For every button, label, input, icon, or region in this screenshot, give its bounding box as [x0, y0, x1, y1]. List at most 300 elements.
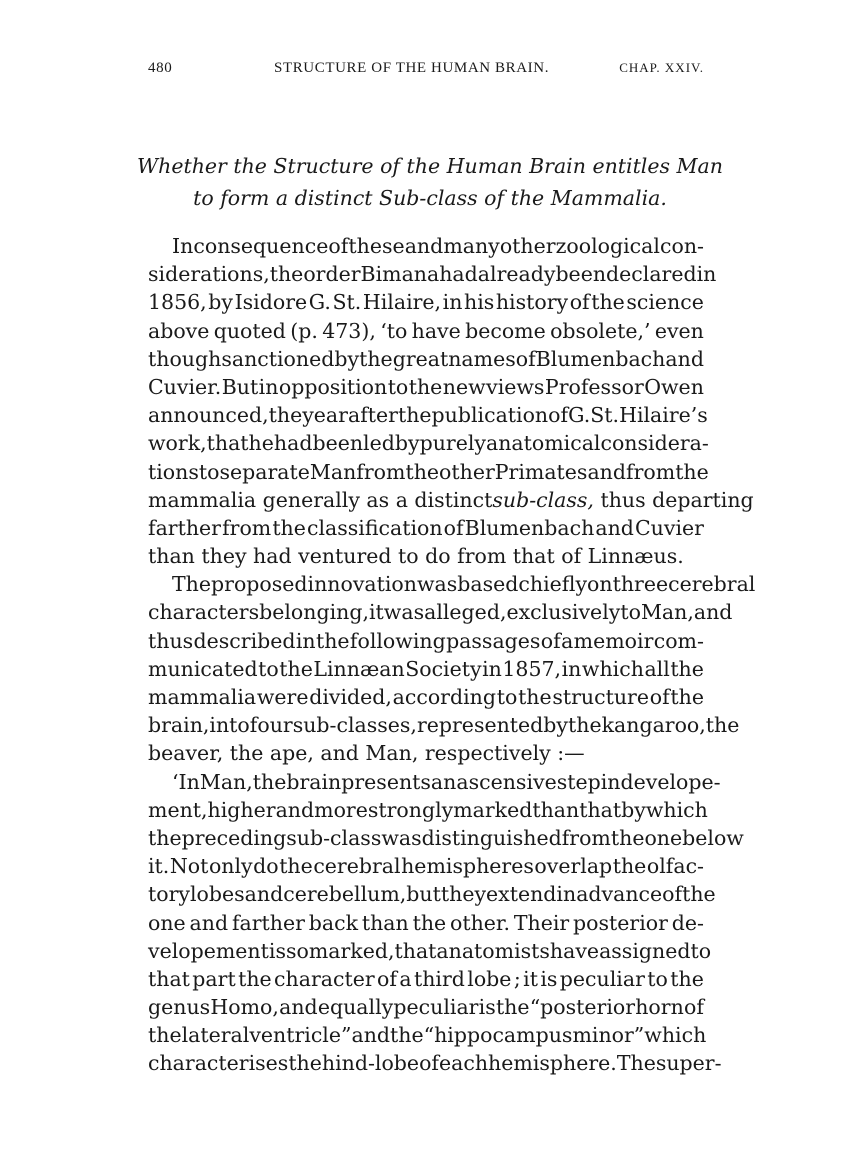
word: proposed: [211, 572, 308, 597]
word: even: [654, 318, 704, 343]
word: the: [612, 854, 647, 879]
word: all: [644, 656, 670, 681]
word: the: [315, 628, 350, 653]
text-fragment: mammalia generally as a distinct: [148, 487, 493, 512]
word: to: [198, 459, 220, 484]
word: had: [273, 431, 313, 456]
text-line: than they had ventured to do from that of Linnæus.: [148, 544, 684, 569]
word: of: [548, 403, 569, 428]
word: which: [645, 797, 708, 822]
word: Man,: [199, 769, 253, 794]
word: horn: [635, 995, 684, 1020]
word: The: [616, 1051, 656, 1076]
word: Their: [513, 910, 570, 935]
word: was: [381, 825, 422, 850]
word: the: [495, 995, 530, 1020]
word: lobes: [189, 882, 245, 907]
word: announced,: [148, 403, 269, 428]
word: Cuvier: [635, 515, 704, 540]
text-line: [148, 260, 717, 288]
word: of: [419, 1051, 439, 1076]
word: below: [682, 825, 744, 850]
word: was: [416, 572, 458, 597]
word: above: [148, 318, 210, 343]
word: four: [249, 713, 293, 738]
word: velopement: [148, 938, 269, 963]
word: Hilaire’s: [619, 403, 708, 428]
word: by: [543, 713, 569, 738]
word: of: [540, 628, 561, 653]
word: classification: [306, 515, 443, 540]
word: Hilaire,: [362, 290, 442, 315]
word: the: [269, 262, 304, 287]
word: marked: [453, 797, 533, 822]
word: lateral: [181, 1023, 250, 1048]
word: and: [275, 797, 315, 822]
word: the: [268, 403, 303, 428]
word: innovation: [307, 572, 417, 597]
word: than: [361, 910, 409, 935]
word: Blumenbach: [464, 515, 595, 540]
word: these: [348, 234, 405, 258]
word: G.: [308, 290, 331, 315]
text-line: [148, 852, 704, 880]
word: overlap: [534, 854, 613, 879]
word: Blumenbach: [535, 346, 666, 371]
text-line: [148, 288, 704, 316]
text-line: [148, 993, 704, 1021]
word: thus: [148, 628, 194, 653]
word: But: [221, 374, 259, 399]
word: mammalia: [148, 685, 257, 709]
word: minor”: [572, 1023, 645, 1048]
word: other: [439, 459, 495, 484]
word: he: [248, 431, 274, 456]
word: municated: [148, 656, 258, 681]
word: Bimana: [360, 262, 440, 287]
word: “posterior: [529, 995, 636, 1020]
word: develope-: [620, 769, 721, 794]
word: have: [549, 938, 600, 963]
word: distinguished: [421, 825, 562, 850]
word: from: [356, 459, 406, 484]
word: and: [244, 882, 284, 907]
word: the: [591, 290, 625, 315]
word: declared: [606, 262, 697, 287]
word: cerebellum,: [283, 882, 407, 907]
word: siderations,: [148, 262, 270, 287]
word: the: [279, 854, 313, 879]
text-line: [148, 965, 704, 993]
word: part: [192, 966, 236, 991]
word: one: [644, 825, 683, 850]
word: so: [285, 938, 309, 963]
text-fragment: [492, 486, 753, 514]
word: publication: [431, 403, 549, 428]
section-heading-line: Whether the Structure of the Human Brain entitles Man: [137, 154, 723, 178]
word: other.: [450, 910, 510, 935]
text-line: [148, 458, 709, 486]
word: which: [581, 656, 644, 681]
word: a: [561, 628, 574, 653]
text-line: [148, 232, 704, 260]
word: the: [670, 656, 704, 681]
word: science: [626, 290, 704, 315]
word: ment,: [148, 797, 208, 822]
word: the: [397, 403, 432, 428]
word: of: [328, 234, 349, 258]
word: memoir: [573, 628, 654, 653]
word: farther: [231, 910, 305, 935]
text-line: [148, 1049, 722, 1077]
text-line: [148, 824, 744, 852]
word: considera-: [600, 431, 709, 456]
word: exclusively: [506, 600, 621, 625]
word: is: [478, 995, 496, 1020]
word: posterior: [573, 910, 668, 935]
word: Man: [309, 459, 357, 484]
running-header: [148, 60, 704, 84]
word: is: [540, 966, 558, 991]
word: sanctioned: [221, 346, 335, 371]
word: the: [148, 1023, 182, 1048]
word: the: [682, 882, 716, 907]
word: in: [295, 628, 316, 653]
word: history: [495, 290, 569, 315]
word: from: [561, 825, 611, 850]
word: year: [302, 403, 348, 428]
word: genus: [148, 995, 211, 1020]
word: by: [621, 797, 646, 822]
word: characterises: [148, 1051, 289, 1076]
word: into: [209, 713, 250, 738]
section-heading: [130, 150, 730, 214]
word: other: [499, 234, 556, 258]
word: St.: [590, 403, 620, 428]
word: led: [363, 431, 395, 456]
word: of: [683, 995, 704, 1020]
word: and: [587, 459, 627, 484]
word: the: [705, 713, 740, 738]
text-line: [148, 768, 721, 796]
word: based: [457, 572, 519, 597]
word: the: [408, 374, 443, 399]
word: one: [148, 910, 186, 935]
word: peculiar: [393, 995, 479, 1020]
word: by: [394, 431, 420, 456]
word: and: [693, 600, 733, 625]
word: G.: [568, 403, 591, 428]
word: Owen: [644, 374, 704, 399]
word: ascensive: [456, 769, 557, 794]
word: in: [482, 656, 502, 681]
word: and: [595, 515, 634, 540]
text-line: [148, 598, 733, 626]
word: Society: [405, 656, 482, 681]
text-fragment: thus departing: [593, 487, 754, 512]
word: quoted: [213, 318, 286, 343]
word: hind-lobe: [321, 1051, 420, 1076]
word: by: [208, 290, 233, 315]
word: were: [256, 685, 309, 709]
word: the: [412, 910, 447, 935]
word: order: [303, 262, 361, 287]
word: the: [238, 966, 272, 991]
text-line: [148, 655, 704, 683]
word: each: [439, 1051, 489, 1076]
text-line: [148, 1021, 707, 1049]
word: after: [347, 403, 398, 428]
word: the: [610, 825, 645, 850]
word: structure: [552, 685, 649, 709]
word: Cuvier.: [148, 374, 222, 399]
word: ;: [513, 966, 521, 991]
word: only: [208, 854, 253, 879]
word: already: [477, 262, 556, 287]
word: brain: [286, 769, 342, 794]
word: farther: [148, 515, 221, 540]
word: hemisphere.: [488, 1051, 617, 1076]
word: marked,: [308, 938, 395, 963]
word: of: [569, 290, 590, 315]
word: the: [670, 685, 704, 709]
word: Professor: [544, 374, 644, 399]
word: back: [308, 910, 359, 935]
word: have: [411, 318, 461, 343]
word: ‘In: [172, 769, 200, 794]
text-line: [148, 683, 704, 711]
word: described: [193, 628, 296, 653]
word: the: [279, 656, 313, 681]
page-number: 480: [148, 60, 173, 76]
word: “hippocampus: [423, 1023, 573, 1048]
running-title: STRUCTURE OF THE HUMAN BRAIN.: [274, 60, 550, 76]
word: to: [690, 938, 712, 963]
word: tions: [148, 459, 199, 484]
word: three: [612, 572, 669, 597]
word: com-: [653, 628, 704, 653]
word: Isidore: [234, 290, 308, 315]
word: to: [620, 600, 641, 625]
word: from: [626, 459, 676, 484]
word: peculiar: [559, 966, 645, 991]
word: more: [314, 797, 368, 822]
word: Homo,: [210, 995, 279, 1020]
text-line: [148, 880, 716, 908]
word: was: [383, 600, 425, 625]
word: purely: [419, 431, 486, 456]
word: the: [359, 346, 393, 371]
word: the: [148, 825, 182, 850]
word: it: [523, 966, 538, 991]
word: character: [274, 966, 375, 991]
word: but: [406, 882, 441, 907]
word: in: [556, 882, 577, 907]
text-line: [148, 401, 708, 429]
text-line: [148, 345, 704, 373]
word: Linnæan: [313, 656, 405, 681]
word: ‘to: [380, 318, 408, 343]
word: belonging,: [259, 600, 369, 625]
word: it.: [148, 854, 170, 879]
word: sub-class: [286, 825, 382, 850]
word: is: [268, 938, 286, 963]
word: represented: [416, 713, 544, 738]
text-line: [148, 373, 704, 401]
word: in: [442, 290, 463, 315]
word: lobe: [467, 966, 512, 991]
word: extend: [486, 882, 557, 907]
word: higher: [207, 797, 276, 822]
word: in: [561, 656, 582, 681]
word: in: [696, 262, 717, 287]
word: presents: [341, 769, 431, 794]
word: advance: [576, 882, 663, 907]
word: of: [662, 882, 683, 907]
word: divided,: [309, 685, 392, 709]
word: following: [349, 628, 446, 653]
word: of: [377, 966, 397, 991]
body-text: [148, 232, 756, 1078]
text-line: beaver, the ape, and Man, respectively :—: [148, 741, 585, 766]
word: con-: [660, 234, 704, 258]
word: that: [579, 797, 622, 822]
text-line: [148, 909, 704, 937]
word: that: [148, 966, 190, 991]
word: 1856,: [148, 290, 207, 315]
word: (p.: [290, 318, 318, 343]
word: his: [464, 290, 495, 315]
word: the: [518, 685, 552, 709]
word: to: [258, 656, 279, 681]
word: chiefly: [518, 572, 588, 597]
word: equally: [317, 995, 394, 1020]
word: Primates: [494, 459, 588, 484]
word: an: [430, 769, 457, 794]
word: the: [405, 459, 440, 484]
word: and: [189, 910, 229, 935]
text-line: [148, 937, 712, 965]
word: the: [568, 713, 602, 738]
word: de-: [671, 910, 704, 935]
word: new: [442, 374, 486, 399]
word: brain,: [148, 713, 210, 738]
word: assigned: [599, 938, 691, 963]
word: alleged,: [424, 600, 507, 625]
word: Man,: [640, 600, 694, 625]
word: that: [394, 938, 437, 963]
word: and: [279, 995, 318, 1020]
section-heading-line: to form a distinct Sub-class of the Mammalia.: [193, 186, 667, 210]
word: they: [440, 882, 487, 907]
word: the: [272, 515, 306, 540]
text-line: [148, 486, 754, 514]
word: In: [172, 234, 194, 258]
text-line: [148, 429, 709, 457]
text-line: [148, 570, 756, 598]
word: though: [148, 346, 222, 371]
word: views: [486, 374, 545, 399]
word: 473),: [322, 318, 376, 343]
word: the: [288, 1051, 322, 1076]
word: obsolete,’: [550, 318, 651, 343]
word: and: [404, 234, 444, 258]
word: consequence: [193, 234, 329, 258]
word: olfac-: [646, 854, 704, 879]
word: zoological: [555, 234, 660, 258]
word: in: [258, 374, 279, 399]
word: anatomical: [485, 431, 601, 456]
word: to: [496, 685, 518, 709]
text-line: [148, 317, 704, 345]
word: it: [369, 600, 384, 625]
word: a: [399, 966, 412, 991]
word: which: [644, 1023, 707, 1048]
word: had: [439, 262, 478, 287]
word: and: [351, 1023, 391, 1048]
word: the: [675, 459, 709, 484]
word: work,: [148, 431, 207, 456]
word: do: [253, 854, 279, 879]
word: St.: [332, 290, 362, 315]
word: separate: [219, 459, 310, 484]
word: to: [387, 374, 409, 399]
italic-term: sub-class,: [492, 487, 594, 512]
word: been: [555, 262, 607, 287]
word: that: [206, 431, 249, 456]
text-line: [148, 796, 708, 824]
word: of: [649, 685, 670, 709]
word: than: [532, 797, 580, 822]
word: characters: [148, 600, 260, 625]
word: strongly: [367, 797, 454, 822]
word: cerebral: [313, 854, 401, 879]
word: tory: [148, 882, 190, 907]
word: kangaroo,: [601, 713, 706, 738]
word: great: [392, 346, 449, 371]
word: on: [587, 572, 613, 597]
word: third: [413, 966, 465, 991]
word: names: [448, 346, 516, 371]
word: by: [334, 346, 360, 371]
word: ventricle”: [249, 1023, 352, 1048]
word: and: [665, 346, 704, 371]
word: the: [670, 966, 704, 991]
word: been: [312, 431, 364, 456]
word: cerebral: [668, 572, 756, 597]
text-line: [148, 627, 704, 655]
word: passages: [446, 628, 541, 653]
chapter-label: CHAP. XXIV.: [619, 60, 704, 75]
word: become: [465, 318, 546, 343]
word: super-: [655, 1051, 722, 1076]
word: Not: [169, 854, 209, 879]
word: of: [515, 346, 536, 371]
word: anatomists: [436, 938, 550, 963]
word: sub-classes,: [292, 713, 417, 738]
word: hemispheres: [401, 854, 534, 879]
word: step: [556, 769, 601, 794]
word: to: [647, 966, 668, 991]
word: from: [222, 515, 272, 540]
word: The: [172, 572, 212, 597]
text-line: [148, 711, 740, 739]
word: preceding: [181, 825, 287, 850]
text-line: [148, 514, 704, 542]
word: many: [443, 234, 500, 258]
word: according: [392, 685, 496, 709]
word: opposition: [278, 374, 388, 399]
